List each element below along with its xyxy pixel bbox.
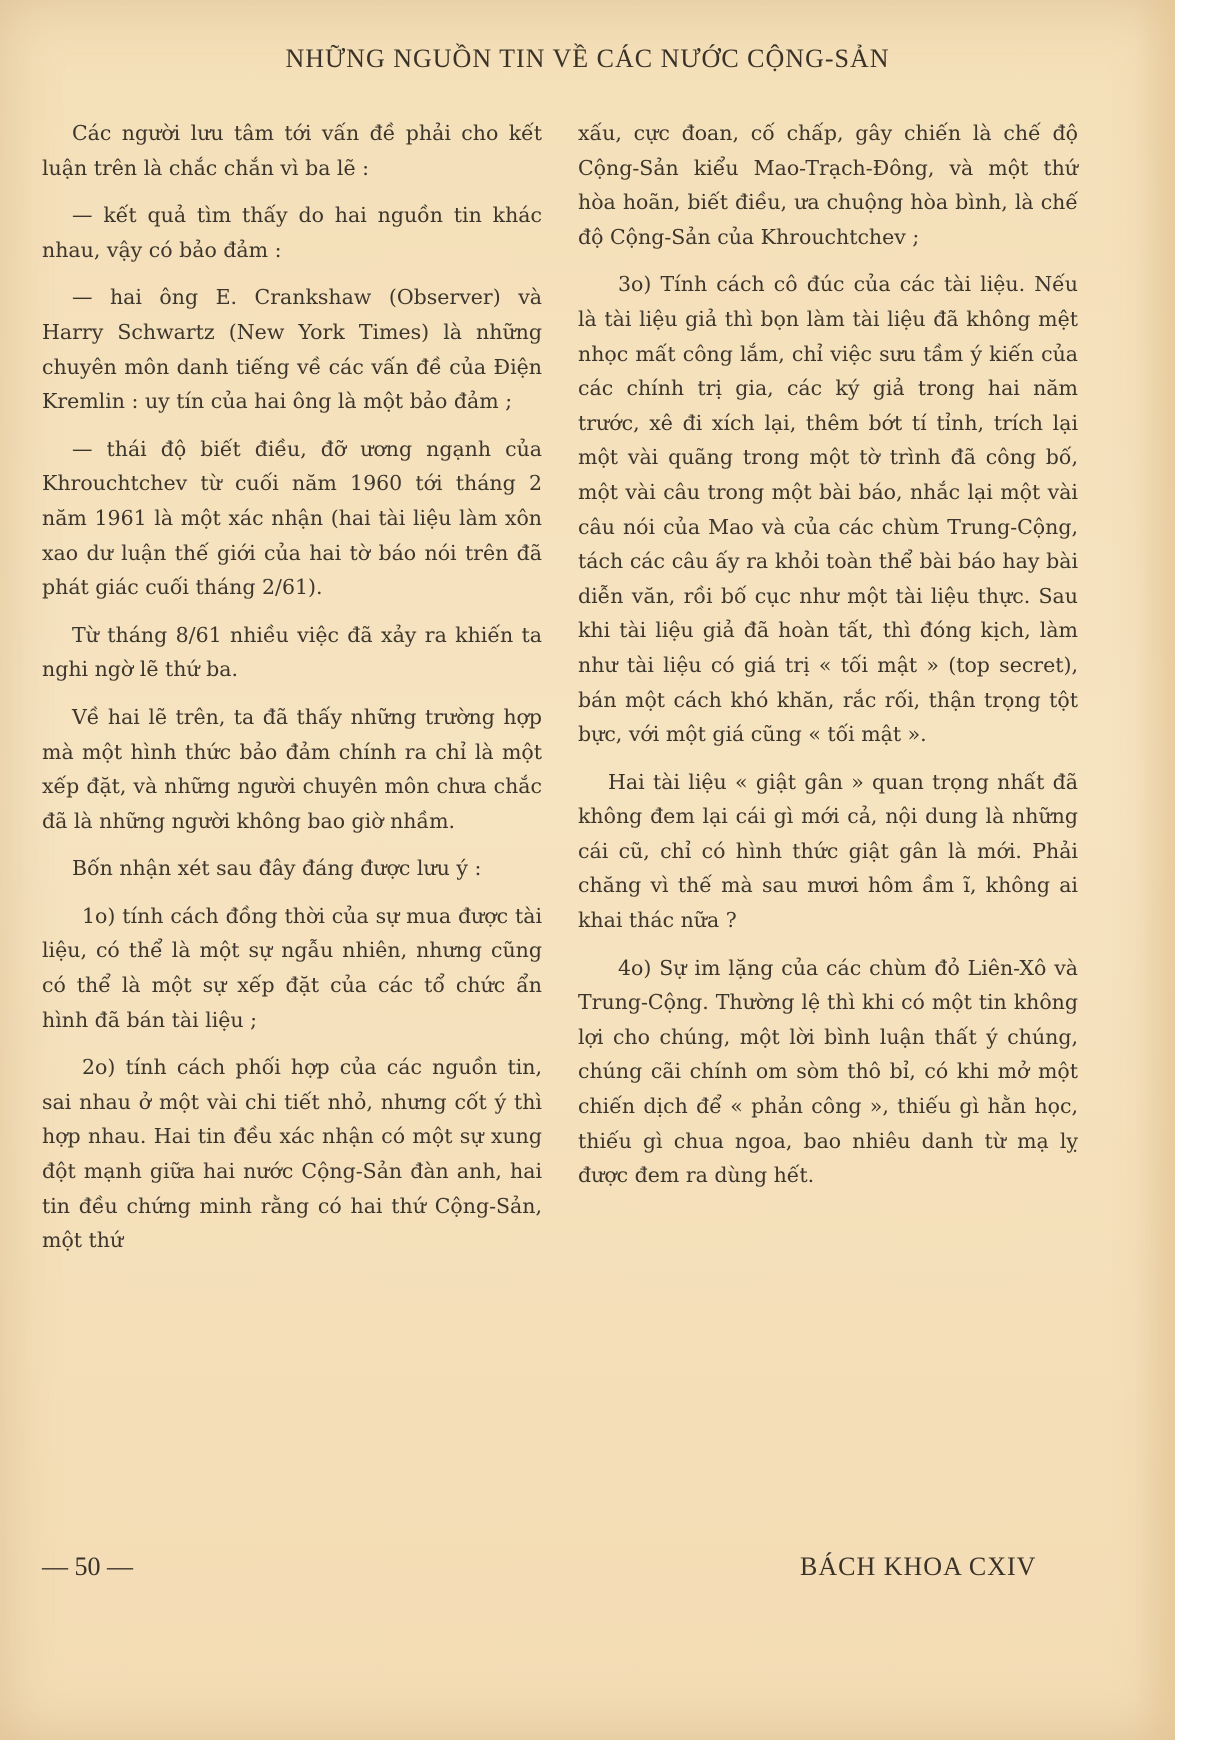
paragraph: xấu, cực đoan, cố chấp, gây chiến là chế độ Cộng-Sản kiểu Mao-Trạch-Đông, và một thứ hòa hoãn, biết điều, ưa chuộng hòa bình, là chế độ Cộng-Sản của Khrouchtchev ;: [578, 121, 1078, 249]
paragraph: — thái độ biết điều, đỡ ương ngạnh của Khrouchtchev từ cuối năm 1960 tới tháng 2 năm 1961 là một xác nhận (hai tài liệu làm xôn xao dư luận thế giới của hai tờ báo nói trên đã phát giác cuối tháng 2/61).: [42, 436, 542, 600]
paragraph: Các người lưu tâm tới vấn đề phải cho kết luận trên là chắc chắn vì ba lẽ :: [42, 121, 542, 180]
paragraph: Từ tháng 8/61 nhiều việc đã xảy ra khiến ta nghi ngờ lẽ thứ ba.: [42, 622, 542, 682]
list-item: 3o) Tính cách cô đúc của các tài liệu. Nếu là tài liệu giả thì bọn làm tài liệu đã không mệt nhọc mất công lắm, chỉ việc sưu tầm ý kiến của các chính trị gia, các ký giả trong hai năm trước, xê đi xích lại, thêm bớt tí tỉnh, trích lại một vài quãng trong một tờ trình đã công bố, một vài câu trong một bài báo, nhắc lại một vài câu nói của Mao và của các chùm Trung-Cộng, tách các câu ấy ra khỏi toàn thể bài báo hay bài diễn văn, rồi bố cục như một tài liệu thực. Sau khi tài liệu giả đã hoàn tất, thì đóng kịch, làm như tài liệu có giá trị « tối mật » (top secret), bán một cách khó khăn, rắc rối, thận trọng tột bực, với một giá cũng « tối mật ».: [578, 272, 1078, 747]
paragraph: Bốn nhận xét sau đây đáng được lưu ý :: [72, 856, 482, 881]
list-item: 2o) tính cách phối hợp của các nguồn tin, sai nhau ở một vài chi tiết nhỏ, nhưng cốt ý thì hợp nhau. Hai tin đều xác nhận có một sự xung đột mạnh giữa hai nước Cộng-Sản đàn anh, hai tin đều chứng minh rằng có hai thứ Cộng-Sản, một thứ: [42, 1055, 542, 1253]
paragraph: Về hai lẽ trên, ta đã thấy những trường hợp mà một hình thức bảo đảm chính ra chỉ là một xếp đặt, và những người chuyên môn chưa chắc đã là những người không bao giờ nhầm.: [42, 704, 542, 833]
right-column: [578, 116, 1078, 1206]
page-number: — 50 —: [42, 1552, 133, 1581]
paragraph: — kết quả tìm thấy do hai nguồn tin khác nhau, vậy có bảo đảm :: [42, 203, 542, 262]
left-column: [42, 116, 542, 1271]
running-title: NHỮNG NGUỒN TIN VỀ CÁC NƯỚC CỘNG-SẢN: [285, 44, 890, 73]
list-item: 4o) Sự im lặng của các chùm đỏ Liên-Xô và Trung-Cộng. Thường lệ thì khi có một tin không lợi cho chúng, một lời bình luận thất ý chúng, chúng cãi chính om sòm thô bỉ, có khi mở một chiến dịch để « phản công », thiếu gì hằn học, thiếu gì chua ngoa, bao nhiêu danh từ mạ lỵ được đem ra dùng hết.: [578, 955, 1078, 1188]
list-item: 1o) tính cách đồng thời của sự mua được tài liệu, có thể là một sự ngẫu nhiên, nhưng cũng có thể là một sự xếp đặt của các tổ chức ẩn hình đã bán tài liệu ;: [42, 903, 542, 1032]
paragraph: Hai tài liệu « giật gân » quan trọng nhất đã không đem lại cái gì mới cả, nội dung là những cái cũ, chỉ có hình thức giật gân là mới. Phải chăng vì thế mà sau mươi hôm ầm ĩ, không ai khai thác nữa ?: [578, 769, 1078, 933]
publication-name: BÁCH KHOA CXIV: [800, 1552, 1037, 1581]
paragraph: — hai ông E. Crankshaw (Observer) và Harry Schwartz (New York Times) là những chuyên môn danh tiếng về các vấn đề của Điện Kremlin : uy tín của hai ông là một bảo đảm ;: [42, 285, 542, 414]
